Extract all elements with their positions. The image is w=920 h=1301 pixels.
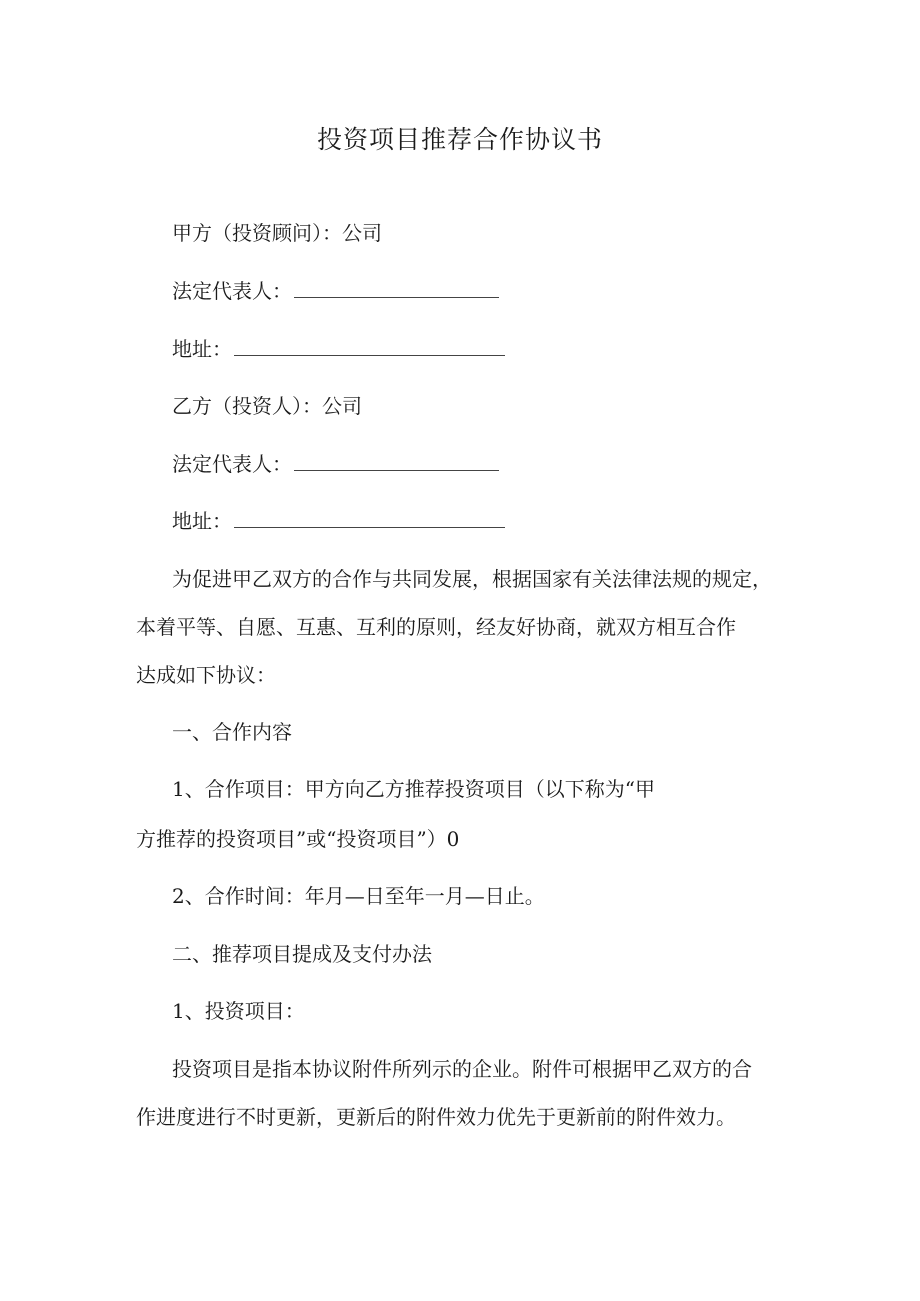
party-b-rep-row	[172, 449, 499, 479]
party-b-rep-label: 法定代表人：	[172, 452, 292, 476]
section1-heading: 一、合作内容	[172, 720, 292, 744]
preamble-line: 为促进甲乙双方的合作与共同发展，根据国家有关法律法规的规定，	[172, 567, 772, 591]
party-a-addr-row	[172, 334, 505, 364]
party-b-addr-row	[172, 506, 505, 536]
section1-item1-line: 1、合作项目：甲方向乙方推荐投资项目（以下称为“甲	[172, 777, 655, 801]
party-a-rep-blank	[294, 277, 499, 298]
section2-para-line: 作进度进行不时更新，更新后的附件效力优先于更新前的附件效力。	[136, 1105, 736, 1129]
party-a-rep-row	[172, 276, 499, 306]
party-b-addr-label: 地址：	[172, 509, 232, 533]
party-a-rep-label: 法定代表人：	[172, 279, 292, 303]
party-a-label: 甲方（投资顾问）：公司	[172, 221, 382, 245]
party-a-addr-label: 地址：	[172, 337, 232, 361]
section2-heading: 二、推荐项目提成及支付办法	[172, 942, 432, 966]
preamble-line: 达成如下协议：	[136, 663, 276, 687]
party-b-rep-blank	[294, 450, 499, 471]
party-b-addr-blank	[234, 507, 505, 528]
preamble-line: 本着平等、自愿、互惠、互利的原则，经友好协商，就双方相互合作	[136, 615, 736, 639]
party-b-label: 乙方（投资人）：公司	[172, 394, 362, 418]
section2-para-line: 投资项目是指本协议附件所列示的企业。附件可根据甲乙双方的合	[172, 1057, 752, 1081]
party-a-addr-blank	[234, 335, 505, 356]
section1-item1-line: 方推荐的投资项目”或“投资项目”）0	[136, 827, 460, 851]
document-title: 投资项目推荐合作协议书	[316, 125, 603, 154]
section1-item2: 2、合作时间：年月—日至年一月—日止。	[172, 884, 545, 908]
section2-item1: 1、投资项目：	[172, 999, 305, 1023]
